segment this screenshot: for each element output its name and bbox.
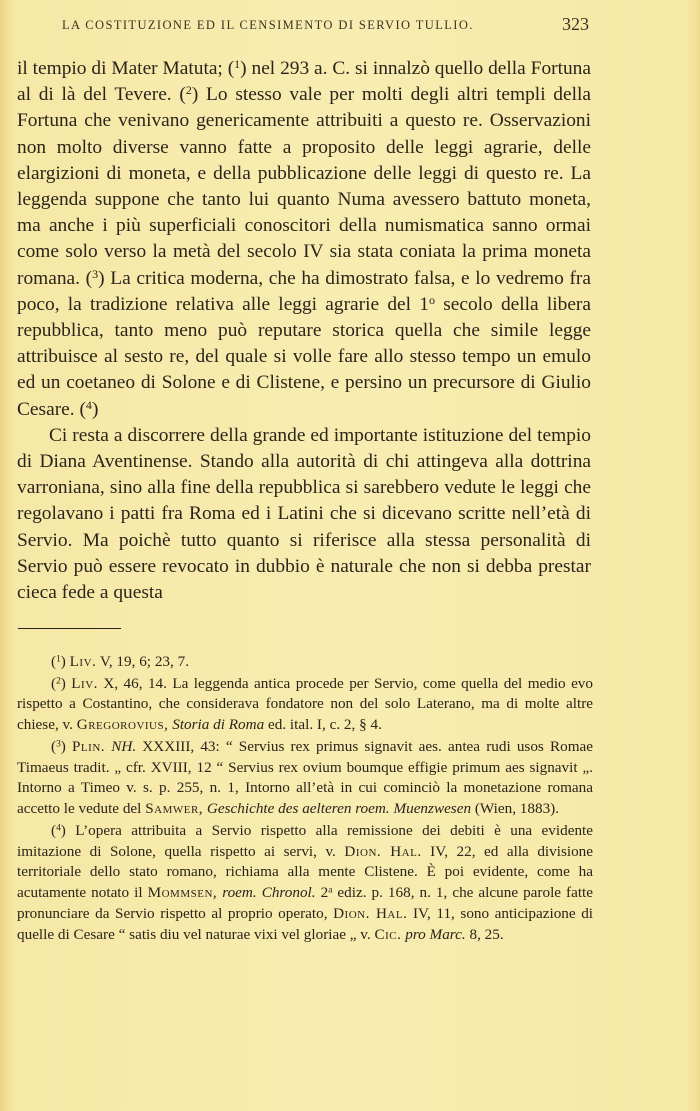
- footnote-4: ($^4$) L’opera attribuita a Servio rispetto alla remissione dei debiti è una evidente imitazione di Solone, quella rispetto ai servi, v. Dion. Hal. IV, 22, ed alla divisione territoriale dello stato romano, richiama alla mente Clistene. È poi evidente, come ha acutamente notato il Mommsen, roem. Chronol. 2$^a$ ediz. p. 168, n. 1, che alcune parole fatte pronunciare da Servio rispetto al proprio operato, Dion. Hal. IV, 11, sono anticipazione di quelle di Cesare “ satis diu vel naturae vixi vel gloriae „ v. Cic. pro Marc. 8, 25.: [17, 821, 594, 943]
- citation-author: Plin.: [71, 737, 106, 755]
- citation-title: pro Marc.: [405, 925, 466, 943]
- citation-author: Samwer,: [145, 800, 204, 818]
- footnote-separator: [18, 628, 121, 629]
- ordinal-mark: o: [428, 292, 435, 307]
- footnote-mark: 1: [56, 654, 61, 665]
- citation-author: Liv.: [69, 653, 97, 670]
- footnote-2: ($^2$) Liv. X, 46, 14. La leggenda antica procede per Servio, come quella del medio evo rispetto a Costantino, che considerava fondatore non del solo Laterano, ma di molte altre chiese, v. Gregorovius, Storia di Roma ed. ital. I, c. 2, § 4.: [17, 674, 593, 734]
- footnote-ref-2: 2: [185, 83, 192, 98]
- text-run: secolo della libera repubblica, tanto meno può reputare storica quella che simile legge attribuisce al sesto re, del quale si volle fare allo stesso tempo un emulo ed un coetaneo di Solone e di Clistene, e persino un precursore di Giulio Cesare. (: [17, 293, 592, 420]
- text-run: il tempio di Mater Matuta; (: [17, 58, 235, 79]
- footnote-text: XXXIII, 43: “ Servius rex primus signavit aes. antea rudi usos Romae Timaeus tradit. „ cfr. XVIII, 12 “ Servius rex ovium boumque effigie primum aes signavit „. Intorno a Timeo v. s. p. 255, n. 1, Intorno all’età in cui cominciò la monetazione romana accetto le vedute del: [17, 737, 594, 818]
- footnote-3: ($^3$) Plin. NH. XXXIII, 43: “ Servius rex primus signavit aes. antea rudi usos Romae Timaeus tradit. „ cfr. XVIII, 12 “ Servius rex ovium boumque effigie primum aes signavit „. Intorno a Timeo v. s. p. 255, n. 1, Intorno all’età in cui cominciò la monetazione romana accetto le vedute del Samwer, Geschichte des aelteren roem. Muenzwesen (Wien, 1883).: [17, 737, 594, 818]
- footnote-text: V, 19, 6; 23, 7.: [96, 653, 190, 670]
- citation-author: Gregorovius,: [76, 716, 169, 734]
- footnotes: [17, 652, 593, 946]
- running-title: LA COSTITUZIONE ED IL CENSIMENTO DI SERVIO TULLIO.: [62, 18, 474, 32]
- text-run: ) nel 293 a. C. si innalzò quello della Fortuna al di là del Tevere. (: [17, 58, 591, 106]
- citation-title: NH.: [111, 737, 137, 755]
- paragraph-1: [17, 56, 591, 423]
- footnote-text: L’opera attribuita a Servio rispetto alla remissione dei debiti è una evidente imitazione di Solone, quella rispetto ai servi, v.: [17, 821, 593, 860]
- footnote-text: 2: [315, 884, 329, 902]
- main-text: [17, 56, 591, 606]
- citation-title: roem. Chronol.: [222, 884, 316, 902]
- paragraph-2: Ci resta a discorrere della grande ed importante istituzione del tempio di Diana Aventinense. Stando alla autorità di chi attingeva alla dottrina varroniana, sino alla fine della repubblica si sarebbero vedute le leggi che regolavano i patti fra Roma ed i Latini che si dicevano scritte nell’età di Servio. Ma poichè tutto quanto si riferisce alla stessa personalità di Servio può essere revocato in dubbio è naturale che non si debba prestar cieca fede a questa: [17, 424, 591, 604]
- footnote-text: IV, 11, sono anticipazione di quelle di Cesare “ satis diu vel naturae vixi vel gloriae „ v.: [17, 904, 594, 943]
- ordinal-mark: a: [328, 885, 333, 896]
- footnote-text: 8, 25.: [465, 925, 504, 943]
- footnote-ref-3: 3: [92, 266, 99, 281]
- citation-author: Dion. Hal.: [344, 842, 422, 860]
- text-run: ) La critica moderna, che ha dimostrato falsa, e lo vedremo fra poco, la tradizione relativa alle leggi agrarie del 1: [17, 267, 591, 315]
- page-number: 323: [562, 14, 589, 34]
- text-run: ) Lo stesso vale per molti degli altri templi della Fortuna che venivano genericamente attribuiti a questo re. Osservazioni non molto diverse vanno fatte a proposito delle leggi agrarie, delle elargizioni di moneta, e della pubblicazione delle leggi di questo re. La leggenda suppone che tanto lui quanto Numa avessero battuto moneta, ma anche i più superficiali conoscitori della numismatica sanno ormai come solo verso la metà del secolo IV sia stata coniata la prima moneta romana. (: [17, 84, 591, 289]
- citation-title: Storia di Roma: [172, 716, 265, 734]
- footnote-ref-1: 1: [234, 57, 241, 71]
- citation-author: Cic.: [374, 925, 402, 943]
- footnote-text: ediz. p. 168, n. 1, che alcune parole fatte pronunciare da Servio rispetto al proprio operato,: [17, 884, 594, 922]
- footnote-mark: 4: [56, 823, 61, 834]
- footnote-text: ed. ital. I, c. 2, § 4.: [264, 716, 382, 734]
- footnote-text: IV, 22, ed alla divisione territoriale dello stato romano, richiama alla mente Clistene. È poi evidente, come ha acutamente notato il: [17, 842, 594, 902]
- footnote-text: X, 46, 14. La leggenda antica procede per Servio, come quella del medio evo rispetto a Costantino, che considerava fondatore non del solo Laterano, ma di molte altre chiese, v.: [17, 674, 593, 734]
- text-run: ): [91, 398, 99, 420]
- footnote-mark: 3: [56, 739, 61, 750]
- citation-author: Liv.: [71, 674, 98, 692]
- footnote-ref-4: 4: [85, 397, 92, 412]
- citation-title: Geschichte des aelteren roem. Muenzwesen: [206, 800, 472, 818]
- citation-author: Mommsen,: [147, 884, 218, 902]
- footnote-text: (Wien, 1883).: [471, 800, 560, 818]
- footnote-1: ($^1$) Liv. V, 19, 6; 23, 7.: [51, 653, 190, 670]
- footnote-mark: 2: [56, 675, 61, 686]
- citation-author: Dion. Hal.: [333, 904, 408, 922]
